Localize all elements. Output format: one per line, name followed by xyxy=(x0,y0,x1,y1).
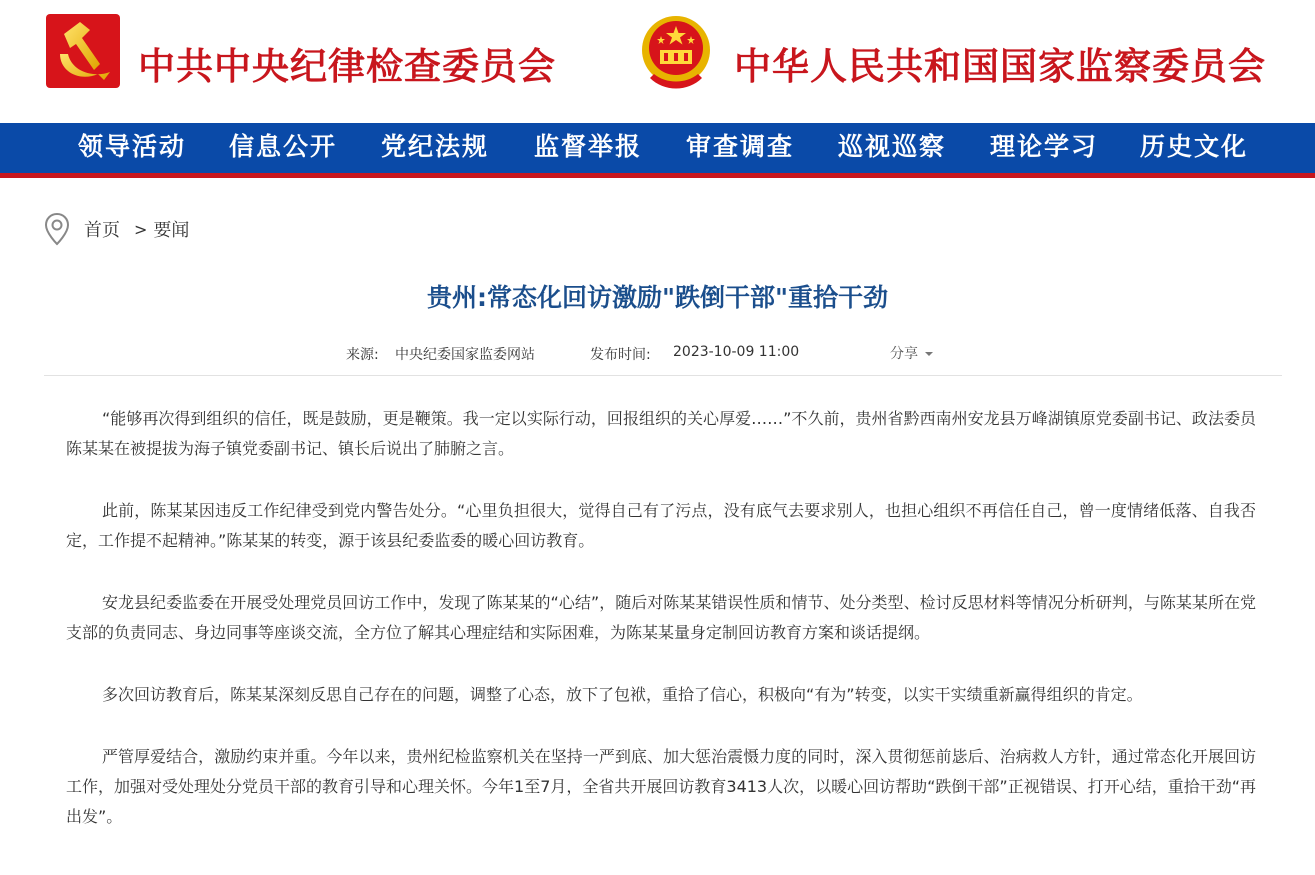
nav-item-history[interactable]: 历史文化 xyxy=(1140,132,1249,161)
site-title-ccdi[interactable]: 中共中央纪律检查委员会 xyxy=(138,44,556,88)
national-emblem-icon[interactable] xyxy=(636,12,716,94)
party-emblem-icon[interactable] xyxy=(46,14,120,88)
article-paragraph-4: 多次回访教育后，陈某某深刻反思自己存在的问题，调整了心态，放下了包袱，重拾了信心，积极向“有为”转变，以实干实绩重新赢得组织的肯定。 xyxy=(102,685,1143,704)
breadcrumb xyxy=(44,212,189,246)
nav-item-info-disclosure[interactable]: 信息公开 xyxy=(229,132,338,161)
share-label: 分享 xyxy=(890,346,918,362)
header-divider xyxy=(44,375,1282,376)
article-title: 贵州:常态化回访激励"跌倒干部"重拾干劲 xyxy=(426,283,889,312)
publish-time-label: 发布时间: xyxy=(590,347,651,363)
nav-item-theory[interactable]: 理论学习 xyxy=(990,132,1099,161)
article-paragraph-1: “能够再次得到组织的信任，既是鼓励，更是鞭策。我一定以实际行动，回报组织的关心厚爱……”不久前，贵州省黔西南州安龙县万峰湖镇原党委副书记、政法委员陈某某在被提拔为海子镇党委副书记、镇长后说出了肺腑之言。 xyxy=(66,409,1256,458)
article-paragraph-2: 此前，陈某某因违反工作纪律受到党内警告处分。“心里负担很大，觉得自己有了污点，没有底气去要求别人，也担心组织不再信任自己，曾一度情绪低落、自我否定，工作提不起精神。”陈某某的转变，源于该县纪委监委的暖心回访教育。 xyxy=(66,501,1256,550)
source-label: 来源: xyxy=(346,347,379,363)
site-header xyxy=(0,0,1315,123)
article-paragraph-5: 严管厚爱结合，激励约束并重。今年以来，贵州纪检监察机关在坚持一严到底、加大惩治震慑力度的同时，深入贯彻惩前毖后、治病救人方针，通过常态化开展回访工作，加强对受处理处分党员干部的教育引导和心理关怀。今年1至7月，全省共开展回访教育3413人次，以暖心回访帮助“跌倒干部”正视错误、打开心结，重拾干劲“再出发”。 xyxy=(66,747,1256,826)
breadcrumb-home[interactable]: 首页 xyxy=(84,220,120,241)
nav-item-investigation[interactable]: 审查调查 xyxy=(686,132,795,161)
publish-time-value: 2023-10-09 11:00 xyxy=(673,344,800,360)
breadcrumb-current[interactable]: 要闻 xyxy=(153,220,190,241)
source-value: 中央纪委国家监委网站 xyxy=(395,347,535,363)
nav-item-report[interactable]: 监督举报 xyxy=(534,132,643,161)
site-title-nsc[interactable]: 中华人民共和国国家监察委员会 xyxy=(734,44,1266,88)
location-pin-icon xyxy=(44,212,70,246)
main-nav xyxy=(0,123,1315,173)
article-body xyxy=(66,404,1256,864)
nav-item-leadership[interactable]: 领导活动 xyxy=(78,132,187,161)
share-button[interactable] xyxy=(890,343,934,363)
nav-red-stripe xyxy=(0,173,1315,178)
nav-item-inspection[interactable]: 巡视巡察 xyxy=(838,132,947,161)
chevron-down-icon xyxy=(924,350,934,358)
breadcrumb-separator: > xyxy=(134,219,148,239)
article-paragraph-3: 安龙县纪委监委在开展受处理党员回访工作中，发现了陈某某的“心结”，随后对陈某某错误性质和情节、处分类型、检讨反思材料等情况分析研判，与陈某某所在党支部的负责同志、身边同事等座谈交流，全方位了解其心理症结和实际困难，为陈某某量身定制回访教育方案和谈话提纲。 xyxy=(66,593,1256,642)
nav-item-regulations[interactable]: 党纪法规 xyxy=(381,132,490,161)
